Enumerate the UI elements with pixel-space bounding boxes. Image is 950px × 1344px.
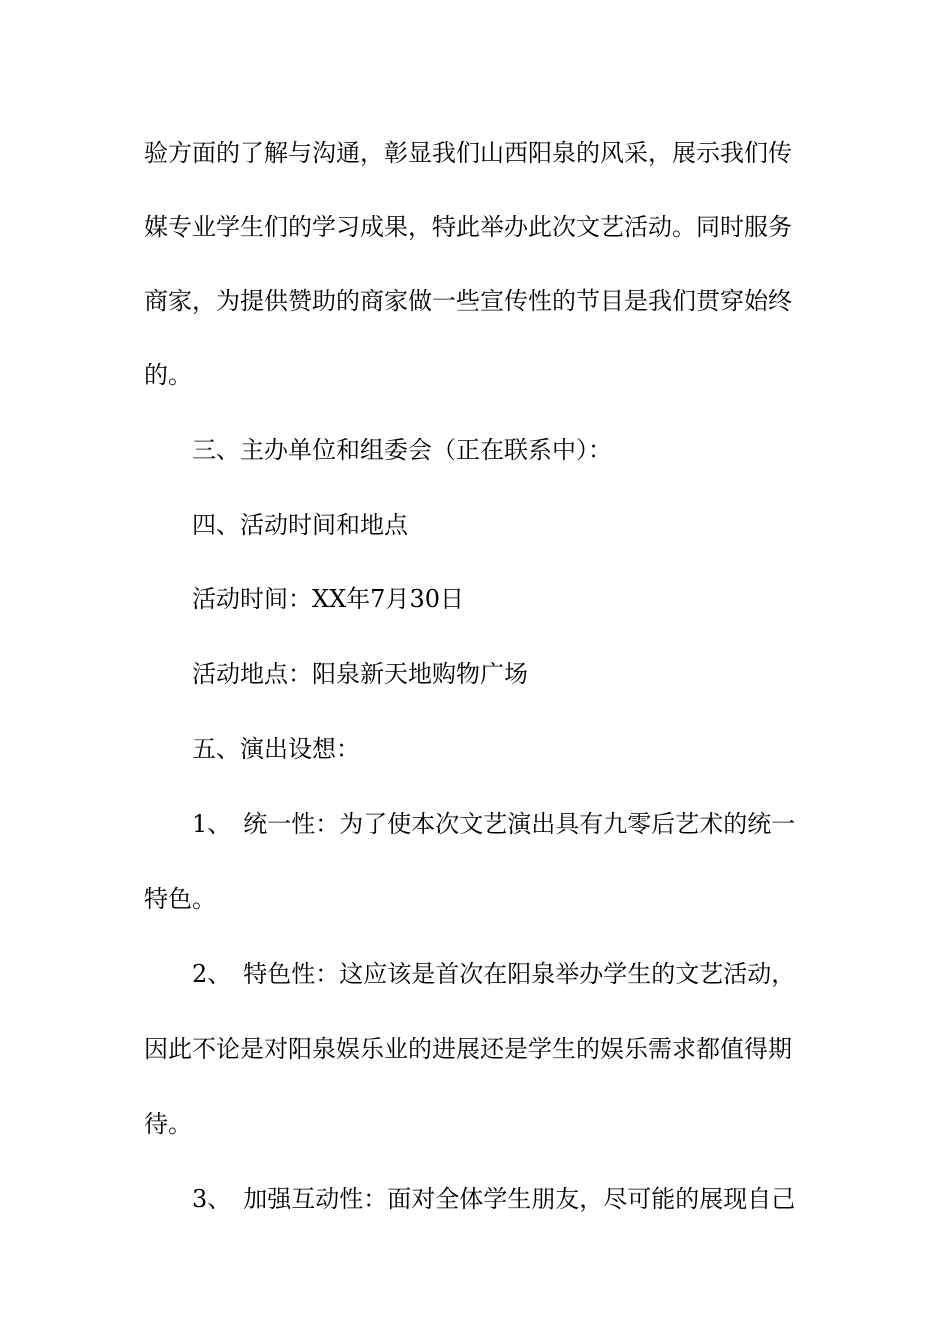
paragraph-line: 商家，为提供赞助的商家做一些宣传性的节目是我们贯穿始终 <box>144 287 792 315</box>
paragraph-line: 的。 <box>144 361 192 389</box>
list-item-3: 3、 加强互动性：面对全体学生朋友，尽可能的展现自己 <box>192 1185 796 1213</box>
list-item-2: 2、 特色性：这应该是首次在阳泉举办学生的文艺活动， <box>192 960 796 988</box>
list-item-2-continued: 待。 <box>144 1110 192 1138</box>
event-location: 活动地点：阳泉新天地购物广场 <box>192 660 528 688</box>
list-item-2-continued: 因此不论是对阳泉娱乐业的进展还是学生的娱乐需求都值得期 <box>144 1035 792 1063</box>
event-time: 活动时间：XX年7月30日 <box>192 585 464 613</box>
section-heading-organizers: 三、主办单位和组委会（正在联系中）： <box>192 436 612 464</box>
list-item-1-continued: 特色。 <box>144 885 216 913</box>
paragraph-line: 验方面的了解与沟通，彰显我们山西阳泉的风采，展示我们传 <box>144 139 792 167</box>
section-heading-time-place: 四、活动时间和地点 <box>192 511 408 539</box>
paragraph-line: 媒专业学生们的学习成果，特此举办此次文艺活动。同时服务 <box>144 213 792 241</box>
section-heading-performance: 五、演出设想： <box>192 735 360 763</box>
list-item-1: 1、 统一性：为了使本次文艺演出具有九零后艺术的统一 <box>192 810 796 838</box>
